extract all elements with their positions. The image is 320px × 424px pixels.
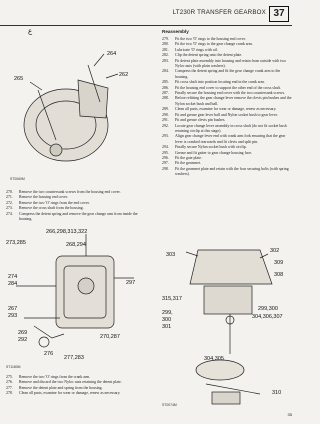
step-item (162, 69, 292, 80)
step-number: 298. (162, 166, 169, 171)
fig-label: 268,294 (66, 242, 86, 248)
step-text: Grease and fit gaiter to gear change housing face. (175, 150, 253, 155)
step-number: 294. (162, 145, 169, 150)
step-text: Remove the housing end cover. (19, 195, 68, 200)
step-text: Locate gear change lever assembly in cross shaft (do not fit socket bush retaining circlip at this stage). (175, 123, 287, 133)
step-text: Remove the two countersunk screws from the housing end cover. (19, 190, 121, 194)
step-text: Fit the two 'O' rings to the housing end cover. (175, 37, 246, 41)
figure-code: ST1180M (6, 365, 21, 369)
step-number: 287. (162, 91, 169, 96)
step-number: 291. (162, 118, 169, 123)
fig-label: 269 (18, 330, 28, 336)
step-text: Lubricate 'O' rings with oil. (175, 47, 218, 52)
steps-left-lower (6, 375, 144, 397)
step-text: Clip the detent spring onto the detent plate. (175, 53, 243, 58)
figure-top-left (8, 30, 158, 188)
fig-label: 262 (119, 72, 129, 78)
step-text: Fit the grommet plate and retain with the four securing bolts (with spring washers). (175, 166, 289, 177)
step-text: Fit and grease clevis pin bushes. (175, 118, 226, 123)
fig-label: 266,298,313,322 (46, 229, 88, 235)
step-number: 273. (6, 206, 13, 211)
step-text: Finally secure the housing end cover with the two countersunk screws. (175, 91, 286, 96)
step-text: Finally secure Nylon socket bush with circlip. (175, 145, 247, 150)
step-number: 288. (162, 96, 169, 101)
step-number: 279. (162, 37, 169, 41)
step-number: 272. (6, 200, 13, 205)
step-number: 282. (162, 53, 169, 58)
figure-code: ST0074M (162, 403, 177, 407)
fig-label: 310 (272, 390, 282, 396)
page-header (0, 5, 292, 26)
steps-left-upper (6, 190, 144, 222)
fig-label: 308 (274, 272, 284, 278)
fig-label: 265 (14, 76, 24, 82)
step-number: 280. (162, 42, 169, 47)
fig-label: 315,317 (162, 296, 182, 302)
step-number: 289. (162, 107, 169, 112)
step-text: Fit the grommet. (175, 161, 202, 166)
fig-label: 264 (107, 51, 117, 57)
step-number: 290. (162, 112, 169, 117)
step-item (162, 96, 292, 107)
step-number: 292. (162, 123, 169, 128)
step-text: Remove the two 'O' rings from the crank arm. (19, 375, 91, 379)
step-item (162, 134, 292, 145)
step-number: 297. (162, 161, 169, 166)
step-number: 293. (162, 134, 169, 139)
step-number: 278. (6, 391, 13, 396)
fig-label: 304,305 (204, 356, 224, 362)
margin-mark: ع (28, 28, 33, 35)
step-text: Clean all parts, examine for wear or damage, renew as necessary. (19, 391, 121, 396)
fig-label: 273,285 (6, 240, 26, 246)
fig-label: 276 (44, 351, 54, 357)
fig-label: 277,283 (64, 355, 84, 361)
fig-label: 299,300 (258, 306, 278, 312)
step-text: Align gear change lever end with crank arm fork ensuring that the gear lever is cranked rearwards and fit clevis and split pin. (175, 134, 286, 144)
step-number: 275. (6, 375, 13, 379)
step-number: 285. (162, 80, 169, 85)
step-number: 277. (6, 385, 13, 390)
step-text: Fit detent plate assembly into housing and retain from outside with two Nyloc nuts (with plain washers). (175, 58, 286, 69)
step-number: 274. (6, 211, 13, 216)
step-number: 295. (162, 150, 169, 155)
step-number: 276. (6, 380, 13, 385)
fig-label: 300 (162, 317, 172, 323)
step-number: 271. (6, 195, 13, 200)
step-item (162, 124, 292, 135)
figure-mid-left (4, 226, 158, 372)
fig-label: 293 (8, 313, 18, 319)
step-text: Remove the detent plate and spring from the housing. (19, 385, 103, 390)
fig-label: 301 (162, 324, 172, 330)
fig-label: 304,306,307 (252, 314, 283, 320)
step-text: Compress the detent spring and remove the gear change arm from inside the housing. (19, 211, 138, 222)
figure-right (160, 244, 294, 410)
step-number: 281. (162, 47, 169, 52)
fig-label: 267 (8, 306, 18, 312)
step-number: 270. (6, 190, 13, 194)
step-text: Remove and discard the two Nyloc nuts retaining the detent plate. (19, 380, 122, 385)
step-item (162, 167, 292, 178)
fig-label: 292 (18, 337, 28, 343)
step-text: Fit cross shaft into position locating end in the crank arm. (175, 80, 265, 85)
fig-label: 270,287 (100, 334, 120, 340)
step-text: Clean all parts, examine for wear or damage, renew as necessary. (175, 107, 277, 112)
fig-label: 299, (162, 310, 173, 316)
step-text: Remove the two 'O' rings from the end cover. (19, 200, 90, 205)
reassembly-heading: Reassembly (162, 29, 189, 34)
step-number: 286. (162, 85, 169, 90)
fig-label: 274 (8, 274, 18, 280)
fig-label: 309 (274, 260, 284, 266)
step-text: Before refitting the gear change lever remove the clevis pin bushes and the Nylon socket bush and ball. (175, 96, 292, 106)
fig-label: 284 (8, 281, 18, 287)
step-text: Compress the detent spring and fit the gear change crank arm to the housing. (175, 69, 281, 79)
step-number: 283. (162, 58, 169, 63)
step-text: Remove the cross shaft from the housing. (19, 206, 84, 211)
fig-label: 297 (126, 280, 136, 286)
page-number: 35 (287, 412, 292, 417)
fig-label: 302 (270, 248, 280, 254)
step-text: Fit the housing end cover to support the other end of the cross shaft. (175, 85, 281, 90)
steps-right-column (162, 37, 292, 178)
section-badge: 37 (269, 6, 289, 22)
step-number: 296. (162, 155, 169, 160)
step-item (6, 212, 144, 223)
step-number: 284. (162, 69, 169, 74)
step-item (6, 391, 144, 396)
step-text: Fit the gate plate. (175, 155, 203, 160)
step-text: Fit the two 'O' rings to the gear change crank arm. (175, 42, 253, 47)
fig-label: 303 (166, 252, 176, 258)
step-text: Fit and grease gear lever ball and Nylon socket bush to gear lever. (175, 112, 278, 117)
step-item (162, 59, 292, 70)
figure-code: ST0060M (10, 177, 25, 181)
header-title: LT230R TRANSFER GEARBOX (172, 9, 266, 16)
